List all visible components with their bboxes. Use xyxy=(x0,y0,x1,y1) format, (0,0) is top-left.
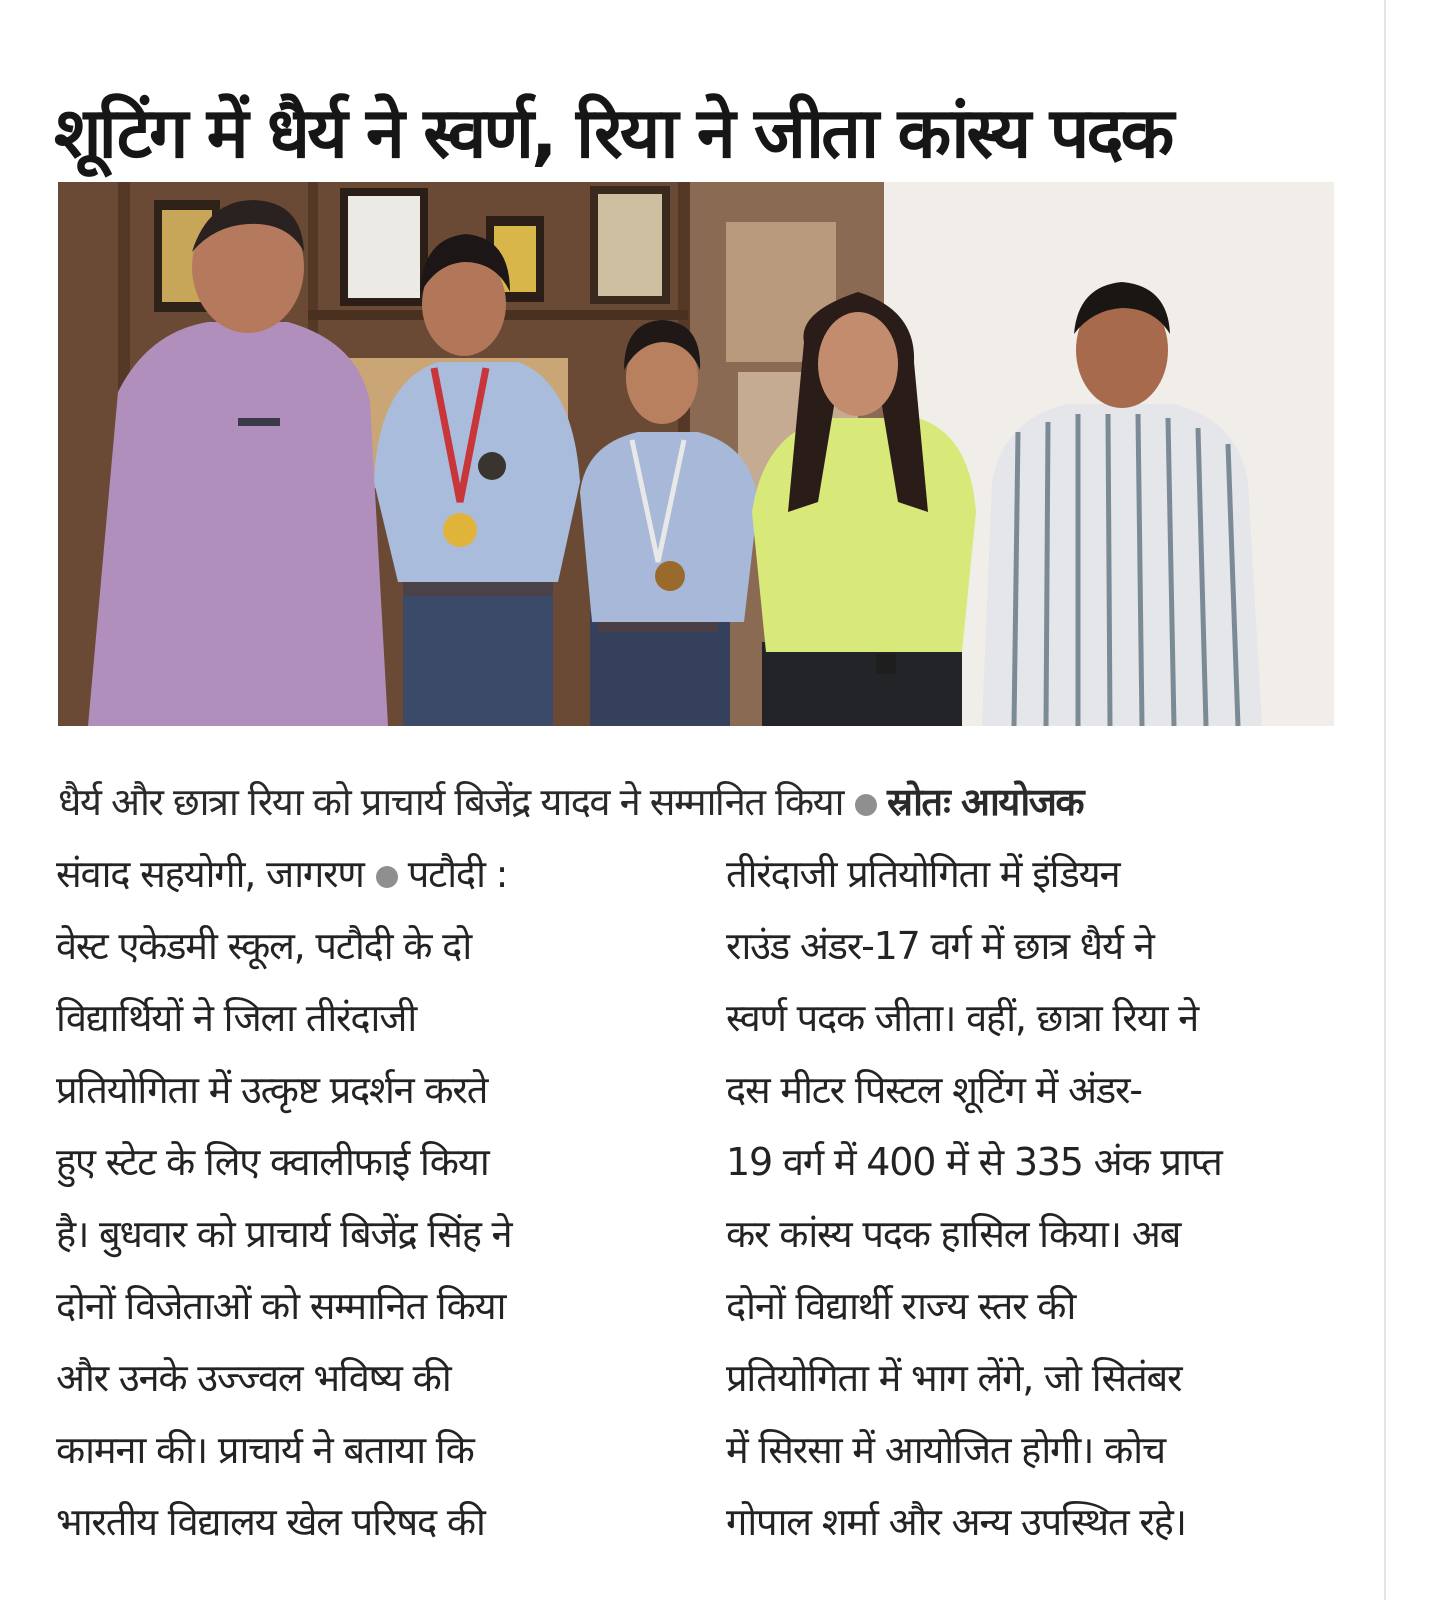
body-line: दोनों विजेताओं को सम्मानित किया xyxy=(56,1284,506,1328)
body-line: प्रतियोगिता में भाग लेंगे, जो सितंबर xyxy=(726,1356,1182,1400)
bullet-dot xyxy=(376,866,398,888)
body-line: 19 वर्ग में 400 में से 335 अंक प्राप्त xyxy=(726,1140,1222,1184)
body-line: दस मीटर पिस्टल शूटिंग में अंडर- xyxy=(726,1068,1142,1112)
place: पटौदी : xyxy=(407,852,508,896)
bronze-medal xyxy=(655,561,685,591)
body-line: राउंड अंडर-17 वर्ग में छात्र धैर्य ने xyxy=(726,924,1154,968)
page-edge-rule xyxy=(1384,0,1386,1600)
article-body-left-column xyxy=(56,838,666,1558)
dateline-line xyxy=(56,838,666,910)
body-line: है। बुधवार को प्राचार्य बिजेंद्र सिंह ने xyxy=(56,1212,512,1256)
body-line: कामना की। प्राचार्य ने बताया कि xyxy=(56,1428,474,1472)
article-body-right-column xyxy=(726,838,1336,1558)
body-line: दोनों विद्यार्थी राज्य स्तर की xyxy=(726,1284,1076,1328)
article-photo xyxy=(58,182,1334,726)
body-line: वेस्ट एकेडमी स्कूल, पटौदी के दो xyxy=(56,924,471,968)
body-line: विद्यार्थियों ने जिला तीरंदाजी xyxy=(56,996,417,1040)
caption-text: धैर्य और छात्रा रिया को प्राचार्य बिजेंद्र यादव ने सम्मानित किया xyxy=(58,780,843,824)
body-line: प्रतियोगिता में उत्कृष्ट प्रदर्शन करते xyxy=(56,1068,488,1112)
body-line: भारतीय विद्यालय खेल परिषद की xyxy=(56,1500,485,1544)
gold-medal xyxy=(443,513,477,547)
body-line: गोपाल शर्मा और अन्य उपस्थित रहे। xyxy=(726,1500,1186,1544)
photo-source: स्रोतः आयोजक xyxy=(887,780,1084,824)
body-line: हुए स्टेट के लिए क्वालीफाई किया xyxy=(56,1140,489,1184)
photo-illustration xyxy=(58,182,1334,726)
article-headline: शूटिंग में धैर्य ने स्वर्ण, रिया ने जीता कांस्य पदक xyxy=(54,91,1172,174)
body-line: तीरंदाजी प्रतियोगिता में इंडियन xyxy=(726,852,1120,896)
body-line: स्वर्ण पदक जीता। वहीं, छात्रा रिया ने xyxy=(726,996,1199,1040)
photo-caption xyxy=(58,780,1358,826)
bullet-dot xyxy=(855,794,877,816)
body-line: कर कांस्य पदक हासिल किया। अब xyxy=(726,1212,1181,1256)
body-line: में सिरसा में आयोजित होगी। कोच xyxy=(726,1428,1165,1472)
body-line: और उनके उज्ज्वल भविष्य की xyxy=(56,1356,451,1400)
dateline: संवाद सहयोगी, जागरण xyxy=(56,852,364,896)
